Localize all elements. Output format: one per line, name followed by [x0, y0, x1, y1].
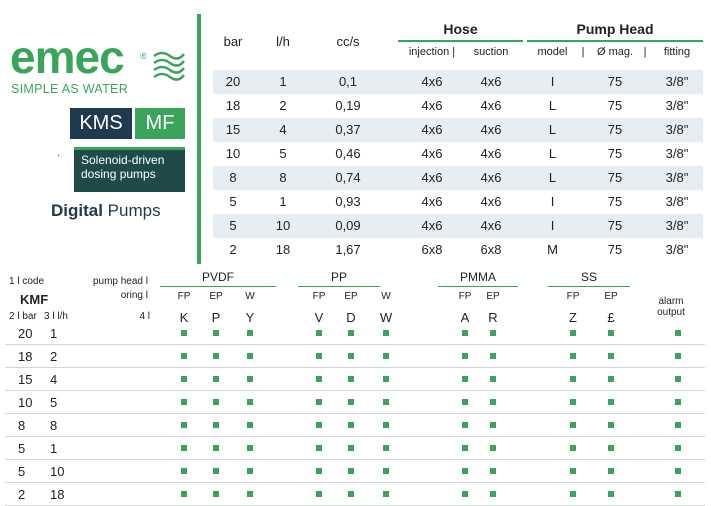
product-title: [51, 201, 161, 221]
col-lh-header: l/h: [276, 34, 290, 49]
material-group-header: PP: [330, 270, 347, 284]
table-cell: I: [550, 218, 555, 233]
table-cell: 6x8: [480, 242, 502, 257]
availability-marker: [608, 468, 614, 474]
code-row: [5, 322, 705, 345]
table-cell: L: [548, 146, 557, 161]
code-row-bar: 10: [18, 395, 33, 410]
table-cell: 10: [225, 146, 241, 161]
table-cell: 0,46: [335, 146, 361, 161]
availability-marker: [570, 399, 576, 405]
availability-marker: [247, 376, 253, 382]
availability-marker: [348, 445, 354, 451]
availability-marker: [490, 330, 496, 336]
availability-marker: [608, 422, 614, 428]
availability-marker: [181, 422, 187, 428]
material-sub-code: FP: [566, 291, 580, 302]
material-sub-code: FP: [312, 291, 326, 302]
waves-icon: [152, 48, 186, 84]
availability-marker: [247, 422, 253, 428]
table-cell: 4x6: [421, 74, 443, 89]
col-bar-header: bar: [223, 34, 243, 49]
material-group-underline: [438, 286, 518, 287]
table-cell: 4x6: [480, 146, 502, 161]
table-cell: 8: [229, 170, 237, 185]
availability-marker: [462, 399, 468, 405]
availability-marker: [181, 376, 187, 382]
sub-mag: Ø mag.: [596, 46, 634, 58]
availability-marker: [181, 399, 187, 405]
brand-logo: emec: [10, 31, 124, 83]
table-cell: 4x6: [480, 98, 502, 113]
table-cell: 0,19: [335, 98, 361, 113]
availability-marker: [383, 376, 389, 382]
availability-marker: [490, 491, 496, 497]
code-row: [5, 437, 705, 460]
dot-mark: ·: [57, 150, 61, 161]
table-cell: 3/8": [665, 194, 689, 209]
table-cell: L: [548, 122, 557, 137]
table-cell: 2: [229, 242, 237, 257]
code-label: 1 l code: [9, 276, 45, 287]
table-cell: 8: [279, 170, 287, 185]
table-cell: 4: [279, 122, 287, 137]
pump-head-label: pump head l: [92, 276, 148, 287]
availability-marker: [348, 491, 354, 497]
availability-marker: [348, 399, 354, 405]
n4-label: 4 l: [139, 311, 150, 322]
material-sub-code: EP: [604, 291, 618, 302]
table-cell: 4x6: [480, 218, 502, 233]
table-cell: 5: [279, 146, 287, 161]
availability-marker: [213, 445, 219, 451]
availability-marker: [462, 445, 468, 451]
sub-sep2: |: [643, 46, 647, 58]
table-cell: 75: [607, 194, 623, 209]
col-ccs-header: cc/s: [336, 34, 360, 49]
availability-marker: [383, 330, 389, 336]
table-row: [213, 166, 703, 190]
product-title-rest: Pumps: [102, 201, 161, 220]
availability-marker: [348, 422, 354, 428]
code-row-lh: 1: [50, 441, 58, 456]
code-row-bar: 18: [18, 349, 33, 364]
availability-marker: [383, 422, 389, 428]
badge-kms: KMS: [70, 108, 132, 139]
material-group-underline: [298, 286, 380, 287]
availability-marker: [316, 491, 322, 497]
material-group-header: PMMA: [460, 270, 496, 284]
badge-mf: MF: [135, 108, 185, 139]
availability-marker: [383, 491, 389, 497]
table-cell: L: [548, 98, 557, 113]
availability-marker: [490, 468, 496, 474]
code-row-lh: 18: [50, 487, 65, 502]
table-row: [213, 142, 703, 166]
alarm-output-label: alarm output: [657, 296, 685, 318]
table-cell: 75: [607, 98, 623, 113]
availability-marker: [316, 399, 322, 405]
availability-marker: [490, 376, 496, 382]
code-row-lh: 8: [50, 418, 58, 433]
table-cell: 0,1: [338, 74, 358, 89]
material-letter: P: [211, 310, 221, 325]
availability-marker: [348, 376, 354, 382]
availability-marker: [675, 399, 681, 405]
availability-marker: [316, 376, 322, 382]
table-cell: 3/8": [665, 146, 689, 161]
description-line2: dosing pumps: [81, 167, 156, 181]
table-cell: 75: [607, 242, 623, 257]
availability-marker: [462, 330, 468, 336]
availability-marker: [608, 330, 614, 336]
availability-marker: [316, 468, 322, 474]
table-cell: 10: [275, 218, 291, 233]
availability-marker: [247, 491, 253, 497]
availability-marker: [348, 468, 354, 474]
availability-marker: [316, 330, 322, 336]
availability-marker: [383, 445, 389, 451]
table-cell: I: [550, 194, 555, 209]
availability-marker: [570, 491, 576, 497]
material-letter: Z: [569, 310, 577, 325]
code-row: [5, 414, 705, 437]
code-row-bar: 15: [18, 372, 33, 387]
table-cell: 4x6: [480, 74, 502, 89]
sub-model: model: [537, 46, 568, 58]
table-cell: 75: [607, 74, 623, 89]
availability-marker: [181, 491, 187, 497]
material-sub-code: FP: [458, 291, 472, 302]
availability-marker: [213, 468, 219, 474]
availability-marker: [316, 353, 322, 359]
availability-marker: [490, 399, 496, 405]
table-cell: 3/8": [665, 242, 689, 257]
sub-sep1: |: [581, 46, 585, 58]
availability-marker: [316, 422, 322, 428]
description-line1: Solenoid-driven: [81, 153, 165, 167]
material-sub-code: W: [245, 291, 255, 302]
material-sub-code: EP: [344, 291, 358, 302]
table-cell: I: [550, 74, 555, 89]
code-row-bar: 5: [18, 464, 26, 479]
material-group-underline: [548, 286, 630, 287]
table-cell: 15: [225, 122, 241, 137]
table-cell: 0,74: [335, 170, 361, 185]
pump-head-underline: [527, 40, 703, 42]
availability-marker: [213, 491, 219, 497]
availability-marker: [608, 376, 614, 382]
table-row: [213, 70, 703, 94]
code-row-lh: 1: [50, 326, 58, 341]
table-cell: 0,09: [335, 218, 361, 233]
table-cell: 4x6: [421, 122, 443, 137]
availability-marker: [247, 399, 253, 405]
table-row: [213, 118, 703, 142]
code-row: [5, 368, 705, 391]
availability-marker: [247, 468, 253, 474]
material-letter: V: [314, 310, 324, 325]
sub-fitting: fitting: [663, 46, 691, 58]
material-letter: D: [346, 310, 356, 325]
availability-marker: [675, 491, 681, 497]
availability-marker: [462, 422, 468, 428]
table-cell: 1: [279, 194, 287, 209]
code-row: [5, 345, 705, 368]
availability-marker: [570, 330, 576, 336]
availability-marker: [383, 353, 389, 359]
sub-suction: suction: [473, 46, 509, 58]
availability-marker: [383, 399, 389, 405]
availability-marker: [608, 353, 614, 359]
availability-marker: [247, 445, 253, 451]
table-cell: 2: [279, 98, 287, 113]
availability-marker: [608, 491, 614, 497]
availability-marker: [181, 468, 187, 474]
code-value: KMF: [20, 292, 49, 307]
table-cell: 75: [607, 170, 623, 185]
table-cell: 3/8": [665, 122, 689, 137]
availability-marker: [348, 353, 354, 359]
availability-marker: [462, 376, 468, 382]
table-cell: L: [548, 170, 557, 185]
code-row: [5, 483, 705, 506]
table-cell: 6x8: [421, 242, 443, 257]
material-letter: R: [488, 310, 498, 325]
availability-marker: [213, 376, 219, 382]
product-title-bold: Digital: [51, 201, 103, 220]
availability-marker: [570, 445, 576, 451]
availability-marker: [570, 353, 576, 359]
code-row: [5, 391, 705, 414]
availability-marker: [675, 468, 681, 474]
code-row-lh: 5: [50, 395, 58, 410]
availability-marker: [570, 468, 576, 474]
availability-marker: [348, 330, 354, 336]
availability-marker: [181, 353, 187, 359]
material-group-underline: [160, 286, 276, 287]
table-cell: M: [547, 242, 558, 257]
material-group-header: SS: [580, 270, 597, 284]
availability-marker: [247, 330, 253, 336]
availability-marker: [213, 353, 219, 359]
table-cell: 4x6: [480, 194, 502, 209]
table-cell: 5: [229, 218, 237, 233]
material-sub-code: W: [381, 291, 391, 302]
availability-marker: [213, 330, 219, 336]
availability-marker: [490, 422, 496, 428]
code-row-lh: 4: [50, 372, 58, 387]
table-cell: 75: [607, 122, 623, 137]
table-cell: 4x6: [421, 146, 443, 161]
code-row-bar: 8: [18, 418, 26, 433]
material-letter: K: [179, 310, 189, 325]
lh-label: 3 l l/h: [44, 311, 68, 322]
table-cell: 18: [275, 242, 291, 257]
material-sub-code: FP: [177, 291, 191, 302]
availability-marker: [570, 376, 576, 382]
table-cell: 4x6: [421, 170, 443, 185]
divider-bar: [197, 14, 201, 264]
table-cell: 3/8": [665, 170, 689, 185]
table-cell: 4x6: [480, 122, 502, 137]
availability-marker: [462, 353, 468, 359]
code-row: [5, 460, 705, 483]
table-cell: 4x6: [421, 194, 443, 209]
bar-label: 2 l bar: [9, 311, 37, 322]
table-row: [213, 214, 703, 238]
availability-marker: [181, 445, 187, 451]
material-sub-code: EP: [209, 291, 223, 302]
material-letter: £: [607, 310, 615, 325]
table-row: [213, 94, 703, 118]
availability-marker: [675, 353, 681, 359]
availability-marker: [462, 491, 468, 497]
table-cell: 18: [225, 98, 241, 113]
material-letter: Y: [245, 310, 255, 325]
availability-marker: [316, 445, 322, 451]
code-row-bar: 2: [18, 487, 26, 502]
table-cell: 0,37: [335, 122, 361, 137]
hose-underline: [398, 40, 523, 42]
table-cell: 5: [229, 194, 237, 209]
oring-label: oring l: [120, 290, 148, 301]
table-cell: 3/8": [665, 74, 689, 89]
material-group-header: PVDF: [201, 270, 234, 284]
table-cell: 0,93: [335, 194, 361, 209]
availability-marker: [675, 445, 681, 451]
table-cell: 4x6: [421, 98, 443, 113]
availability-marker: [181, 330, 187, 336]
pump-head-group-header: Pump Head: [576, 21, 654, 37]
material-letter: W: [379, 310, 393, 325]
code-row-lh: 2: [50, 349, 58, 364]
availability-marker: [462, 468, 468, 474]
availability-marker: [383, 468, 389, 474]
availability-marker: [608, 445, 614, 451]
table-cell: 3/8": [665, 98, 689, 113]
availability-marker: [247, 353, 253, 359]
table-row: [213, 238, 703, 262]
table-cell: 75: [607, 146, 623, 161]
sub-injection: injection |: [408, 46, 456, 58]
table-cell: 75: [607, 218, 623, 233]
table-cell: 1,67: [335, 242, 361, 257]
description-box: [74, 147, 185, 192]
code-row-bar: 20: [18, 326, 33, 341]
table-cell: 1: [279, 74, 287, 89]
availability-marker: [675, 330, 681, 336]
table-cell: 4x6: [480, 170, 502, 185]
table-row: [213, 190, 703, 214]
availability-marker: [213, 422, 219, 428]
table-cell: 3/8": [665, 218, 689, 233]
availability-marker: [490, 353, 496, 359]
availability-marker: [608, 399, 614, 405]
brand-tagline: SIMPLE AS WATER: [11, 82, 129, 96]
availability-marker: [675, 376, 681, 382]
material-letter: A: [460, 310, 470, 325]
code-row-lh: 10: [50, 464, 65, 479]
availability-marker: [490, 445, 496, 451]
material-sub-code: EP: [486, 291, 500, 302]
availability-marker: [570, 422, 576, 428]
table-cell: 4x6: [421, 218, 443, 233]
registered-mark: ®: [140, 51, 147, 61]
table-cell: 20: [225, 74, 241, 89]
availability-marker: [675, 422, 681, 428]
code-row-bar: 5: [18, 441, 26, 456]
hose-group-header: Hose: [443, 21, 478, 37]
availability-marker: [213, 399, 219, 405]
